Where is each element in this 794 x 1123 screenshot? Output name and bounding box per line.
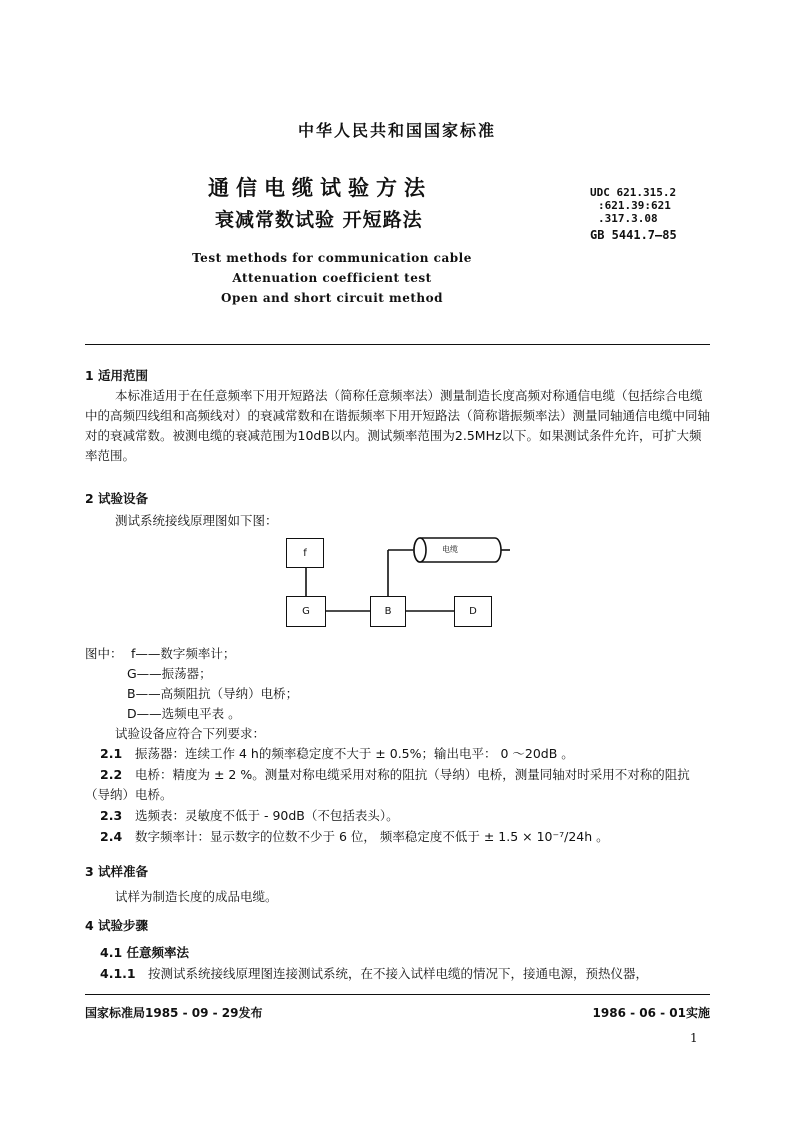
clause-4-1-1-number: 4.1.1 [100,966,136,981]
page-number: 1 [690,1031,698,1045]
document-subtitle: 衰减常数试验 开短路法 [215,209,423,231]
footer-divider [85,994,710,995]
legend-item-d: D——选频电平表 。 [127,706,241,721]
header-divider [85,344,710,345]
clause-2-3: 选频表：灵敏度不低于 - 90dB（不包括表头）。 [135,808,399,823]
udc-code-line2: :621.39:621 [598,199,671,212]
clause-2-1-number: 2.1 [100,746,123,761]
legend-item-g: G——振荡器； [127,666,212,681]
clause-2-4-number: 2.4 [100,829,123,844]
english-title-line1: Test methods for communication cable [192,251,472,265]
udc-code-line3: .317.3.08 [598,212,658,225]
clause-2-1: 振荡器：连续工作 4 h的频率稳定度不大于 ± 0.5%；输出电平： 0 ～20dB 。 [135,746,574,761]
section4-heading: 4 试验步骤 [85,918,149,933]
clause-2-2: 电桥：精度为 ± 2 %。测量对称电缆采用对称的阻抗（导纳）电桥，测量同轴对时采用不对称的阻抗（导纳）电桥。 [85,767,690,802]
udc-code-line1: UDC 621.315.2 [590,186,677,199]
legend-item-f: f——数字频率计； [131,646,236,661]
english-title-line3: Open and short circuit method [221,291,443,305]
box-d: D [454,596,492,627]
clause-2-4: 数字频率计：显示数字的位数不少于 6 位， 频率稳定度不低于 ± 1.5 × 10⁻⁷/24h 。 [135,829,609,844]
clause-2-2-number: 2.2 [100,767,123,782]
effective-date: 1986 - 06 - 01实施 [592,1006,710,1020]
section1-body: 本标准适用于在任意频率下用开短路法（简称任意频率法）测量制造长度高频对称通信电缆（包括综合电缆中的高频四线组和高频线对）的衰减常数和在谐振频率下用开短路法（简称谐振频率法）测量同轴通信电缆中同轴对的衰减常数。被测电缆的衰减范围为10dB以内。测试频率范围为2.5MHz以下。如果测试条件允许，可扩大频率范围。 [85,388,711,463]
section2-heading: 2 试验设备 [85,491,149,506]
cable-label: 电缆 [442,545,458,554]
section3-heading: 3 试样准备 [85,864,149,879]
clause-4-1-1: 按测试系统接线原理图连接测试系统，在不接入试样电缆的情况下，接通电源，预热仪器， [148,966,649,981]
legend-prefix: 图中： [85,646,123,661]
cable-end [414,538,426,562]
gb-standard-number: GB 5441.7—85 [590,228,677,242]
requirements-intro: 试验设备应符合下列要求： [115,726,266,741]
subsection-4-1-heading: 4.1 任意频率法 [100,945,189,960]
legend-item-b: B——高频阻抗（导纳）电桥； [127,686,299,701]
box-f: f [286,538,324,568]
document-title: 通信电缆试验方法 [208,176,432,200]
box-b: B [370,596,406,627]
diagram-intro: 测试系统接线原理图如下图： [115,513,278,528]
national-standard-header: 中华人民共和国国家标准 [297,121,496,140]
section1-heading: 1 适用范围 [85,368,149,383]
english-title-line2: Attenuation coefficient test [232,271,432,285]
section3-body: 试样为制造长度的成品电缆。 [115,889,278,904]
box-g: G [286,596,326,627]
wiring-diagram [270,530,530,640]
publish-date: 国家标准局1985 - 09 - 29发布 [85,1006,263,1020]
clause-2-3-number: 2.3 [100,808,123,823]
